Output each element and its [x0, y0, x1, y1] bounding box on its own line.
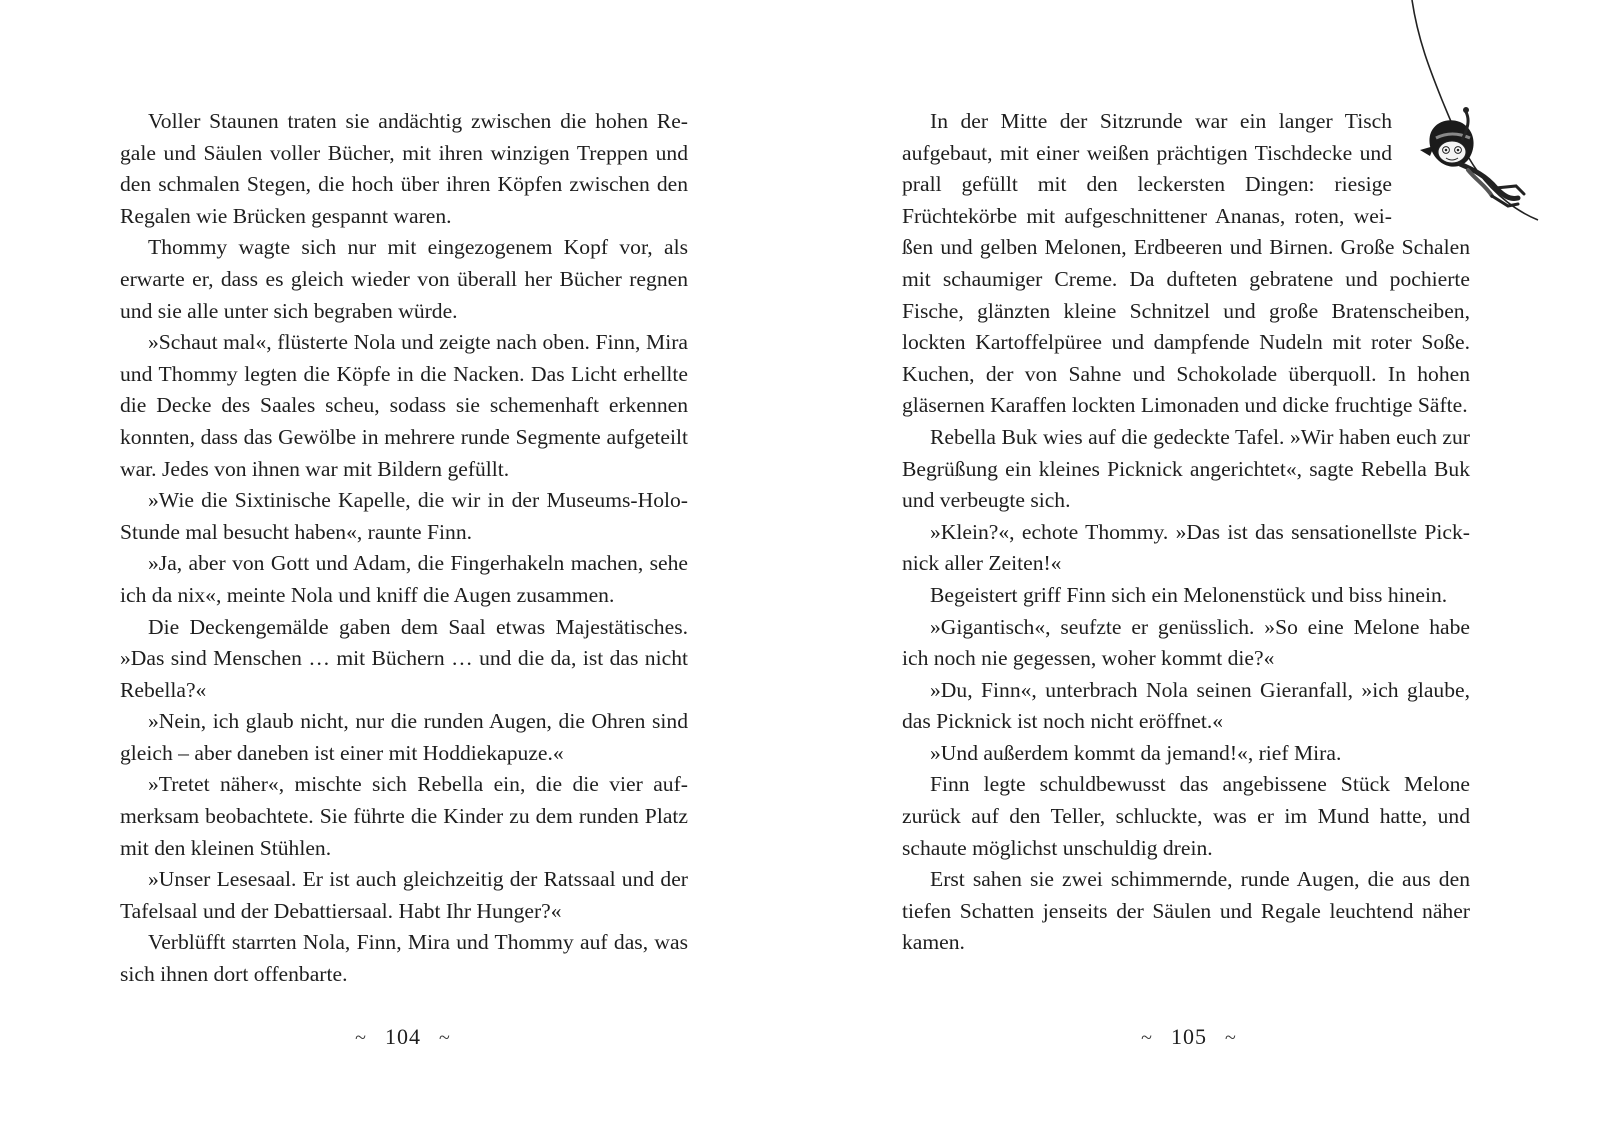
paragraph: »Tretet näher«, mischte sich Rebella ein, die die vier aufmerksam beobachtete. Sie führte die Kinder zu dem runden Platz mit den kleinen Stühlen. — [120, 772, 688, 860]
paragraph: Finn legte schuldbewusst das angebissene Stück Melone zurück auf den Teller, schluckte, was er im Mund hatte, und schaute möglichst unschuldig drein. — [902, 772, 1470, 860]
folio-ornament: ~ — [439, 1027, 451, 1049]
paragraph: »Nein, ich glaub nicht, nur die runden Augen, die Ohren sind gleich – aber daneben ist einer mit Hoddiekapuze.« — [120, 709, 688, 765]
folio-ornament: ~ — [1141, 1027, 1153, 1049]
page-number-value: 105 — [1171, 1024, 1207, 1049]
paragraph: »Und außerdem kommt da jemand!«, rief Mira. — [930, 740, 1342, 765]
page-number-right — [1089, 1024, 1289, 1050]
paragraph: Rebella Buk wies auf die gedeckte Tafel. »Wir haben euch zur Begrüßung ein kleines Picknick angerichtet«, sagte Rebella Buk und verbeugte sich. — [902, 424, 1470, 513]
paragraph: »Schaut mal«, flüsterte Nola und zeigte nach oben. Finn, Mira und Thommy legten die Köpfe in die Nacken. Das Licht erhellte die Decke des Saales scheu, sodass sie schemenhaft erkennen konnten, dass das Gewölbe in mehrere runde Segmente aufgeteilt war. Jedes von ihnen war mit Bildern gefüllt. — [120, 330, 688, 481]
paragraph: Erst sahen sie zwei schimmernde, runde Augen, die aus den tiefen Schatten jenseits der Säulen und Regale leuchtend näher kamen. — [902, 867, 1470, 955]
paragraph: »Klein?«, echote Thommy. »Das ist das sensationellste Picknick aller Zeiten!« — [902, 519, 1470, 576]
paragraph: »Gigantisch«, seufzte er genüsslich. »So eine Melone habe ich noch nie gegessen, woher kommt die?« — [902, 614, 1470, 671]
folio-ornament: ~ — [1225, 1027, 1237, 1049]
paragraph: Thommy wagte sich nur mit eingezogenem Kopf vor, als erwarte er, dass es gleich wieder von überall her Bücher regnen und sie alle unter sich begraben würde. — [120, 235, 688, 323]
paragraph: »Ja, aber von Gott und Adam, die Fingerhakeln machen, sehe ich da nix«, meinte Nola und kniff die Augen zusammen. — [120, 551, 688, 607]
paragraph: »Du, Finn«, unterbrach Nola seinen Gieranfall, »ich glaube, das Picknick ist noch nicht eröffnet.« — [902, 677, 1470, 734]
paragraph: Verblüfft starrten Nola, Finn, Mira und Thommy auf das, was sich ihnen dort offenbarte. — [120, 930, 688, 987]
paragraph: Voller Staunen traten sie andächtig zwischen die hohen Regale und Säulen voller Bücher, mit ihren winzigen Treppen und den schmalen Stegen, die hoch über ihren Köpfen zwischen den Regalen wie Brücken gespannt waren. — [120, 109, 688, 228]
right-text-column — [902, 106, 1470, 959]
page-number-value: 104 — [385, 1024, 421, 1049]
paragraph: Die Deckengemälde gaben dem Saal etwas Majestätisches. »Das sind Menschen … mit Büchern … und die da, ist das nicht Rebella?« — [120, 614, 688, 702]
paragraph: In der Mitte der Sitzrunde war ein langer Tisch aufgebaut, mit einer weißen prächtigen Tischdecke und prall gefüllt mit den leckersten Dingen: riesige Früchtekörbe mit aufgeschnittener Ananas, roten, weißen und gelben Melonen, Erdbeeren und Birnen. Große Schalen mit schaumiger Creme. Da dufteten gebratene und pochierte Fische, glänzten kleine Schnitzel und große Bratenscheiben, lockten Kartoffelpüree und dampfende Nudeln mit roter Soße. Kuchen, der von Sahne und Schokolade überquoll. In hohen gläsernen Karaffen lockten Limonaden und dicke fruchtige Säfte. — [902, 109, 1470, 418]
paragraph: »Unser Lesesaal. Er ist auch gleichzeitig der Ratssaal und der Tafelsaal und der Debattiersaal. Habt Ihr Hunger?« — [120, 867, 688, 923]
paragraph: Begeistert griff Finn sich ein Melonenstück und biss hinein. — [930, 582, 1448, 607]
climbing-girl-on-rope-icon — [1400, 0, 1550, 230]
folio-ornament: ~ — [355, 1027, 367, 1049]
paragraph: »Wie die Sixtinische Kapelle, die wir in der Museums-Holo-Stunde mal besucht haben«, raunte Finn. — [120, 488, 688, 544]
left-text-column — [120, 106, 688, 991]
page-number-left — [303, 1024, 503, 1050]
